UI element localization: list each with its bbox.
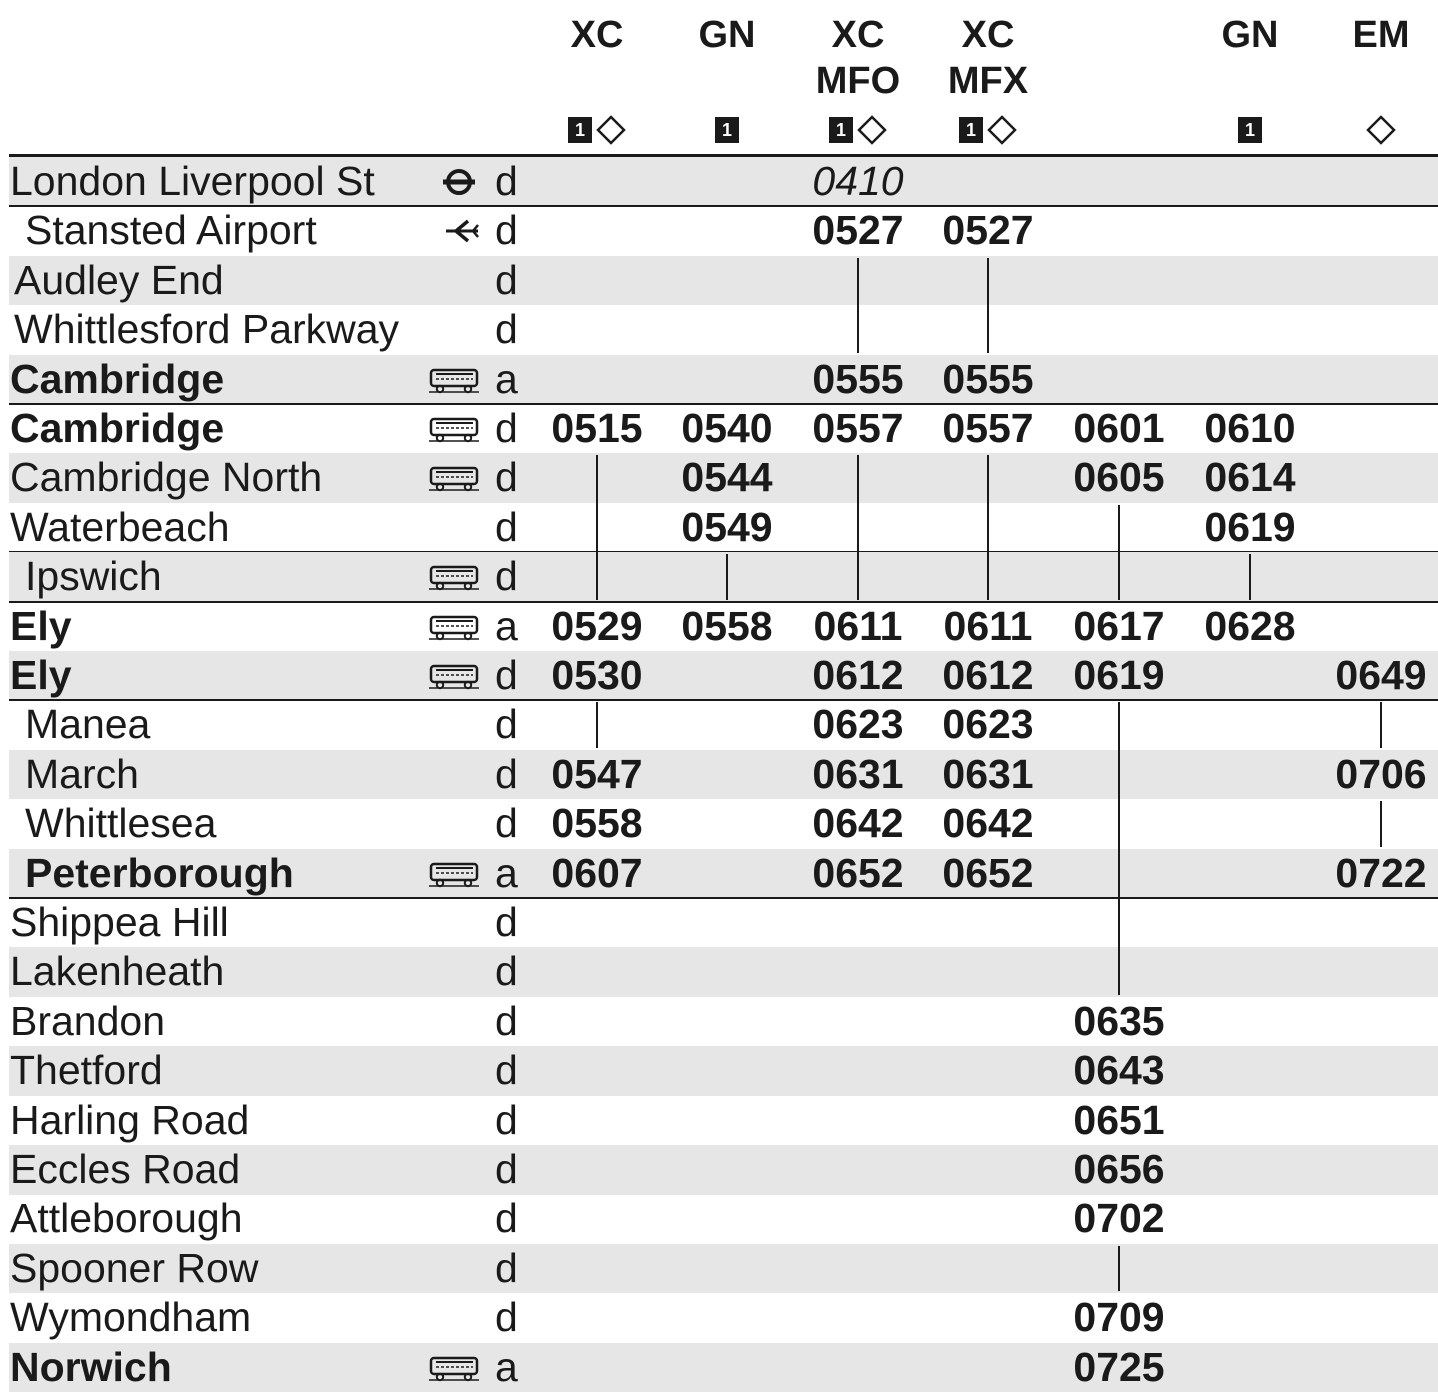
first-class-icon: 1 <box>829 117 853 143</box>
facilities <box>1326 110 1436 150</box>
station-name: Harling Road <box>10 1096 250 1143</box>
arrive-depart-marker: d <box>495 553 518 600</box>
operator-header <box>672 12 782 58</box>
arrive-depart-marker: d <box>495 454 518 501</box>
departure-time: 0709 <box>1073 1294 1165 1341</box>
departure-time: 0631 <box>812 750 904 797</box>
operator-header <box>542 12 652 58</box>
arrive-depart-marker: d <box>495 405 518 451</box>
arrive-depart-marker: d <box>495 158 518 204</box>
departure-time: 0619 <box>1073 652 1165 698</box>
station-name: Audley End <box>14 256 224 303</box>
station-name: Attleborough <box>10 1195 243 1242</box>
table-row <box>9 997 1438 1047</box>
arrive-depart-marker: d <box>495 997 518 1044</box>
table-row <box>9 700 1438 750</box>
arrive-depart-marker: a <box>495 602 518 649</box>
arrive-depart-marker: d <box>495 1146 518 1192</box>
station-name: Norwich <box>10 1343 172 1390</box>
pass-through-line <box>1118 505 1120 600</box>
arrive-depart-marker: a <box>495 355 518 402</box>
first-class-icon: 1 <box>959 117 983 143</box>
departure-time: 0617 <box>1073 602 1165 649</box>
departure-time: 0607 <box>551 849 643 896</box>
station-name: Cambridge <box>10 355 225 402</box>
first-class-icon: 1 <box>568 117 592 143</box>
station-name: Stansted Airport <box>25 207 317 254</box>
table-row <box>9 651 1438 701</box>
reservation-diamond-icon <box>1366 115 1396 145</box>
operator-code: EM <box>1352 14 1410 56</box>
station-name: Thetford <box>10 1047 163 1094</box>
departure-time: 0611 <box>813 602 903 649</box>
facilities <box>1064 110 1174 150</box>
underground-icon <box>428 167 480 197</box>
departure-time: 0558 <box>551 800 643 847</box>
departure-time: 0515 <box>551 405 643 451</box>
station-name: Shippea Hill <box>10 899 229 945</box>
departure-time: 0547 <box>551 750 643 797</box>
pass-through-line <box>726 554 728 599</box>
first-class-icon: 1 <box>1238 117 1262 143</box>
operator-code: XC <box>831 14 885 56</box>
departure-time: 0612 <box>812 652 904 698</box>
pass-through-line <box>987 455 989 599</box>
departure-time: 0610 <box>1204 405 1296 451</box>
arrive-depart-marker: d <box>495 899 518 945</box>
departure-time: 0652 <box>942 849 1034 896</box>
reservation-diamond-icon <box>987 115 1017 145</box>
operator-header <box>1326 12 1436 58</box>
day-restriction: MFO <box>815 60 901 102</box>
operator-code: XC <box>961 14 1015 56</box>
bus-icon <box>428 1353 480 1383</box>
bus-icon <box>428 562 480 592</box>
bus-icon <box>428 859 480 889</box>
arrive-depart-marker: d <box>495 1096 518 1143</box>
reservation-diamond-icon <box>596 115 626 145</box>
arrive-depart-marker: d <box>495 652 518 698</box>
departure-time: 0549 <box>681 503 773 550</box>
station-name: Ely <box>10 602 72 649</box>
departure-time: 0557 <box>812 405 904 451</box>
departure-time: 0706 <box>1335 750 1427 797</box>
bus-icon <box>428 463 480 493</box>
station-name: Spooner Row <box>10 1244 259 1291</box>
operator-header <box>933 12 1043 104</box>
table-row <box>9 750 1438 800</box>
pass-through-line <box>1380 801 1382 846</box>
station-name: March <box>25 750 139 797</box>
departure-time: 0725 <box>1073 1343 1165 1390</box>
departure-time: 0614 <box>1204 454 1296 501</box>
departure-time: 0656 <box>1073 1146 1165 1192</box>
station-name: Lakenheath <box>10 948 225 995</box>
bus-icon <box>428 365 480 395</box>
table-row <box>9 1046 1438 1096</box>
departure-time: 0540 <box>681 405 773 451</box>
pass-through-line <box>1118 1246 1120 1291</box>
facilities <box>542 110 652 150</box>
pass-through-line <box>1249 554 1251 599</box>
departure-time: 0611 <box>943 602 1033 649</box>
arrive-depart-marker: a <box>495 1343 518 1390</box>
departure-time: 0631 <box>942 750 1034 797</box>
arrive-depart-marker: d <box>495 750 518 797</box>
arrive-depart-marker: d <box>495 306 518 353</box>
arrive-depart-marker: a <box>495 849 518 896</box>
arrive-depart-marker: d <box>495 1294 518 1341</box>
reservation-diamond-icon <box>857 115 887 145</box>
departure-time: 0557 <box>942 405 1034 451</box>
station-name: Whittlesea <box>25 800 217 847</box>
station-name: Cambridge <box>10 405 225 451</box>
departure-time: 0643 <box>1073 1047 1165 1094</box>
departure-time: 0628 <box>1204 602 1296 649</box>
operator-header <box>803 12 913 104</box>
departure-time: 0722 <box>1335 849 1427 896</box>
bus-icon <box>428 661 480 691</box>
departure-time: 0555 <box>942 355 1034 402</box>
departure-time: 0702 <box>1073 1195 1165 1242</box>
facilities <box>933 110 1043 150</box>
table-row <box>9 799 1438 849</box>
departure-time: 0530 <box>551 652 643 698</box>
station-name: Waterbeach <box>10 503 230 550</box>
day-restriction: MFX <box>947 60 1029 102</box>
operator-code: GN <box>698 14 756 56</box>
facilities <box>1195 110 1305 150</box>
pass-through-line <box>987 258 989 353</box>
arrive-depart-marker: d <box>495 207 518 254</box>
departure-time: 0623 <box>942 701 1034 748</box>
departure-time: 0642 <box>812 800 904 847</box>
departure-time: 0619 <box>1204 503 1296 550</box>
departure-time: 0555 <box>812 355 904 402</box>
departure-time: 0544 <box>681 454 773 501</box>
station-name: Brandon <box>10 997 166 1044</box>
bus-icon <box>428 612 480 642</box>
departure-time: 0652 <box>812 849 904 896</box>
departure-time: 0651 <box>1073 1096 1165 1143</box>
table-row <box>9 552 1438 602</box>
station-name: Manea <box>25 701 151 748</box>
station-name: Eccles Road <box>10 1146 241 1192</box>
arrive-depart-marker: d <box>495 1047 518 1094</box>
pass-through-line <box>857 258 859 353</box>
pass-through-line <box>1380 702 1382 747</box>
departure-time: 0558 <box>681 602 773 649</box>
departure-time: 0527 <box>942 207 1034 254</box>
arrive-depart-marker: d <box>495 1195 518 1242</box>
station-name: Whittlesford Parkway <box>14 306 400 353</box>
departure-time: 0612 <box>942 652 1034 698</box>
pass-through-line <box>1118 702 1120 994</box>
departure-time: 0649 <box>1335 652 1427 698</box>
bus-icon <box>428 414 480 444</box>
arrive-depart-marker: d <box>495 503 518 550</box>
departure-time: 0623 <box>812 701 904 748</box>
facilities <box>803 110 913 150</box>
operator-code: XC <box>570 14 624 56</box>
station-name: Cambridge North <box>10 454 323 501</box>
station-name: Ely <box>10 652 72 698</box>
facilities <box>672 110 782 150</box>
station-name: Wymondham <box>10 1294 252 1341</box>
departure-time: 0529 <box>551 602 643 649</box>
station-name: Peterborough <box>25 849 294 896</box>
arrive-depart-marker: d <box>495 800 518 847</box>
departure-time: 0527 <box>812 207 904 254</box>
table-row <box>9 1343 1438 1392</box>
station-name: Ipswich <box>25 553 162 600</box>
operator-header <box>1195 12 1305 58</box>
station-name: London Liverpool St <box>10 158 375 204</box>
arrive-depart-marker: d <box>495 256 518 303</box>
departure-time: 0642 <box>942 800 1034 847</box>
pass-through-line <box>857 455 859 599</box>
first-class-icon: 1 <box>715 117 739 143</box>
departure-time: 0605 <box>1073 454 1165 501</box>
departure-time: 0601 <box>1073 405 1165 451</box>
airport-icon <box>428 216 480 246</box>
departure-time: 0635 <box>1073 997 1165 1044</box>
arrive-depart-marker: d <box>495 1244 518 1291</box>
departure-time: 0410 <box>812 158 904 204</box>
pass-through-line <box>596 702 598 747</box>
pass-through-line <box>596 455 598 599</box>
arrive-depart-marker: d <box>495 948 518 995</box>
operator-code: GN <box>1221 14 1279 56</box>
arrive-depart-marker: d <box>495 701 518 748</box>
